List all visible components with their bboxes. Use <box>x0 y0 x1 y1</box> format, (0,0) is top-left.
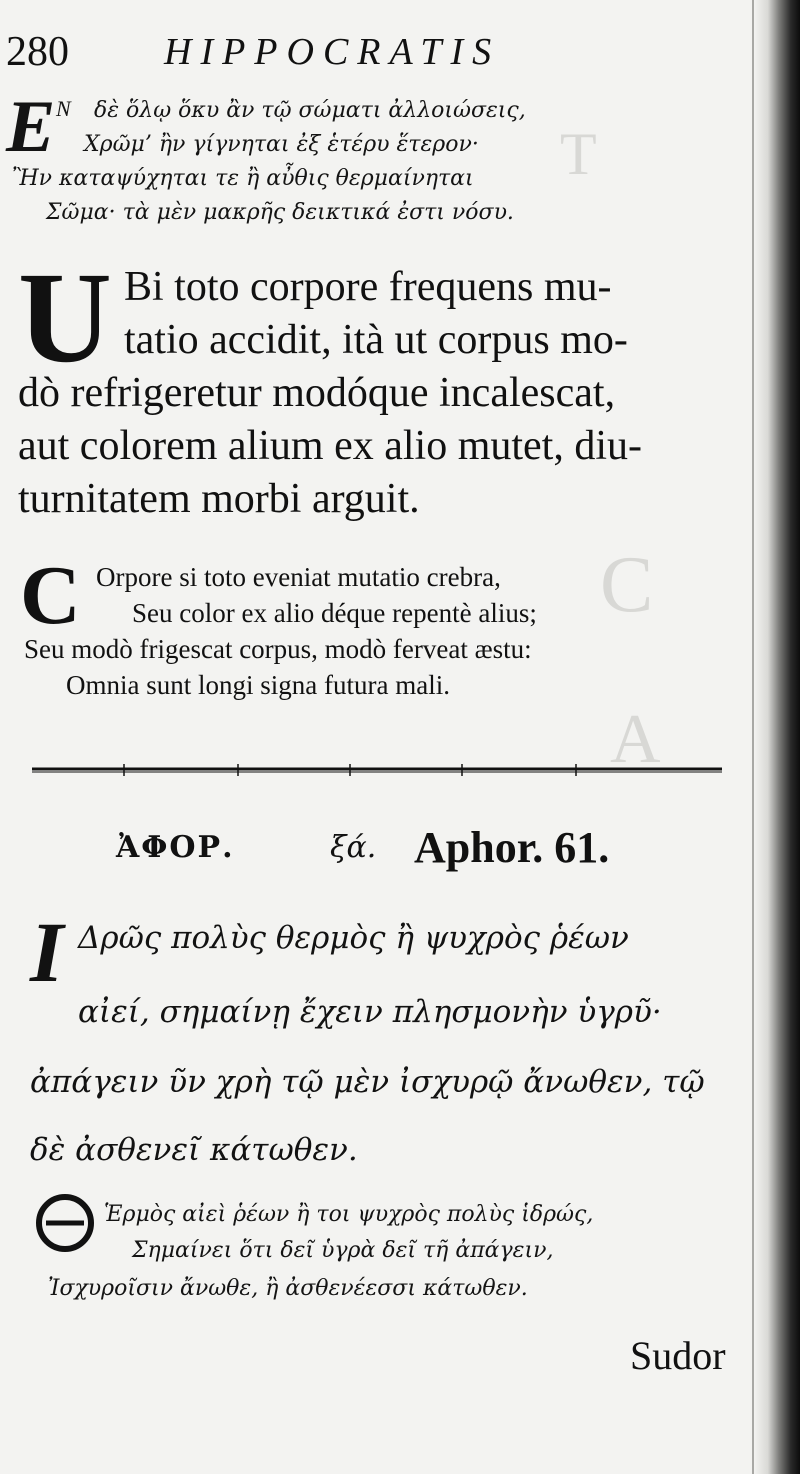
greek-aphorism-line: δὲ ἀσθενεῖ κάτωθεν. <box>30 1132 358 1168</box>
initial-letter-e: E <box>6 86 56 168</box>
initial-letter-i: I <box>30 904 64 1000</box>
theta-initial-icon <box>34 1192 96 1254</box>
greek-aphorism-line: Δρῶς πολὺς θερμὸς ἢ ψυχρὸς ῥέων <box>78 920 629 956</box>
aphorism-heading <box>0 822 760 878</box>
aphorism-heading-latin: Aphor. 61. <box>414 823 610 872</box>
binding-shadow <box>754 0 800 1474</box>
initial-superscript: N <box>56 96 71 121</box>
greek-aphorism-line: ἀπάγειν ῦν χρὴ τῷ μὲν ἰσχυρῷ ἄνωθεν, τῷ <box>30 1064 705 1100</box>
bleed-through-letter: C <box>600 541 654 629</box>
latin-verse-line: Omnia sunt longi signa futura mali. <box>66 670 450 700</box>
page-header <box>6 28 746 78</box>
latin-prose-line: turnitatem morbi arguit. <box>18 476 420 522</box>
greek-verse-line: Ἢν καταψύχηται τε ἢ αὖθις θερμαίνηται <box>12 166 474 191</box>
latin-prose-line: Bi toto corpore frequens mu- <box>124 264 612 310</box>
greek-verse-line: Χρῶμ’ ἢν γίγνηται ἐξ ἑτέρυ ἕτερον· <box>84 132 479 157</box>
greek-paraphrase-line: Ἰσχυροῖσιν ἄνωθε, ἢ ἀσθενέεσσι κάτωθεν. <box>48 1276 528 1301</box>
bleed-through-letter: A <box>610 701 661 778</box>
greek-verse-line: δὲ ὅλῳ ὅκυ ἂν τῷ σώματι ἀλλοιώσεις, <box>94 98 526 123</box>
latin-verse-line: Seu modò frigescat corpus, modò ferveat æstu: <box>24 634 532 664</box>
running-title: HIPPOCRATIS <box>164 31 501 73</box>
ornamental-rule <box>32 764 722 776</box>
latin-prose-line: tatio accidit, ità ut corpus mo- <box>124 317 628 363</box>
latin-verse-line: Orpore si toto eveniat mutatio crebra, <box>96 562 501 592</box>
latin-prose-line: aut colorem alium ex alio mutet, diu- <box>18 423 642 469</box>
aphorism-heading-greek: ἈΦΟΡ. <box>116 830 235 865</box>
page-number: 280 <box>6 29 69 75</box>
initial-letter-c: C <box>20 549 81 642</box>
bleed-through-letter: T <box>560 121 597 187</box>
latin-verse-line: Seu color ex alio déque repentè alius; <box>132 598 537 628</box>
greek-paraphrase-line: Σημαίνει ὅτι δεῖ ὑγρὰ δεῖ τῆ ἀπάγειν, <box>132 1238 554 1263</box>
aphorism-heading-greek-number: ξά. <box>330 830 377 865</box>
greek-verse-line: Σῶμα· τὰ μὲν μακρῆς δεικτικά ἐστι νόσυ. <box>46 200 514 225</box>
catchword: Sudor <box>630 1333 726 1378</box>
initial-letter-u: U <box>18 246 112 390</box>
latin-prose-line: dò refrigeretur modóque incalescat, <box>18 370 616 416</box>
greek-paraphrase-line: Ἑρμὸς αἰεὶ ῥέων ἢ τοι ψυχρὸς πολὺς ἱδρώς, <box>104 1202 594 1227</box>
greek-aphorism-line: αἰεί, σημαίνῃ ἔχειν πλησμονὴν ὑγρῦ· <box>78 994 662 1030</box>
